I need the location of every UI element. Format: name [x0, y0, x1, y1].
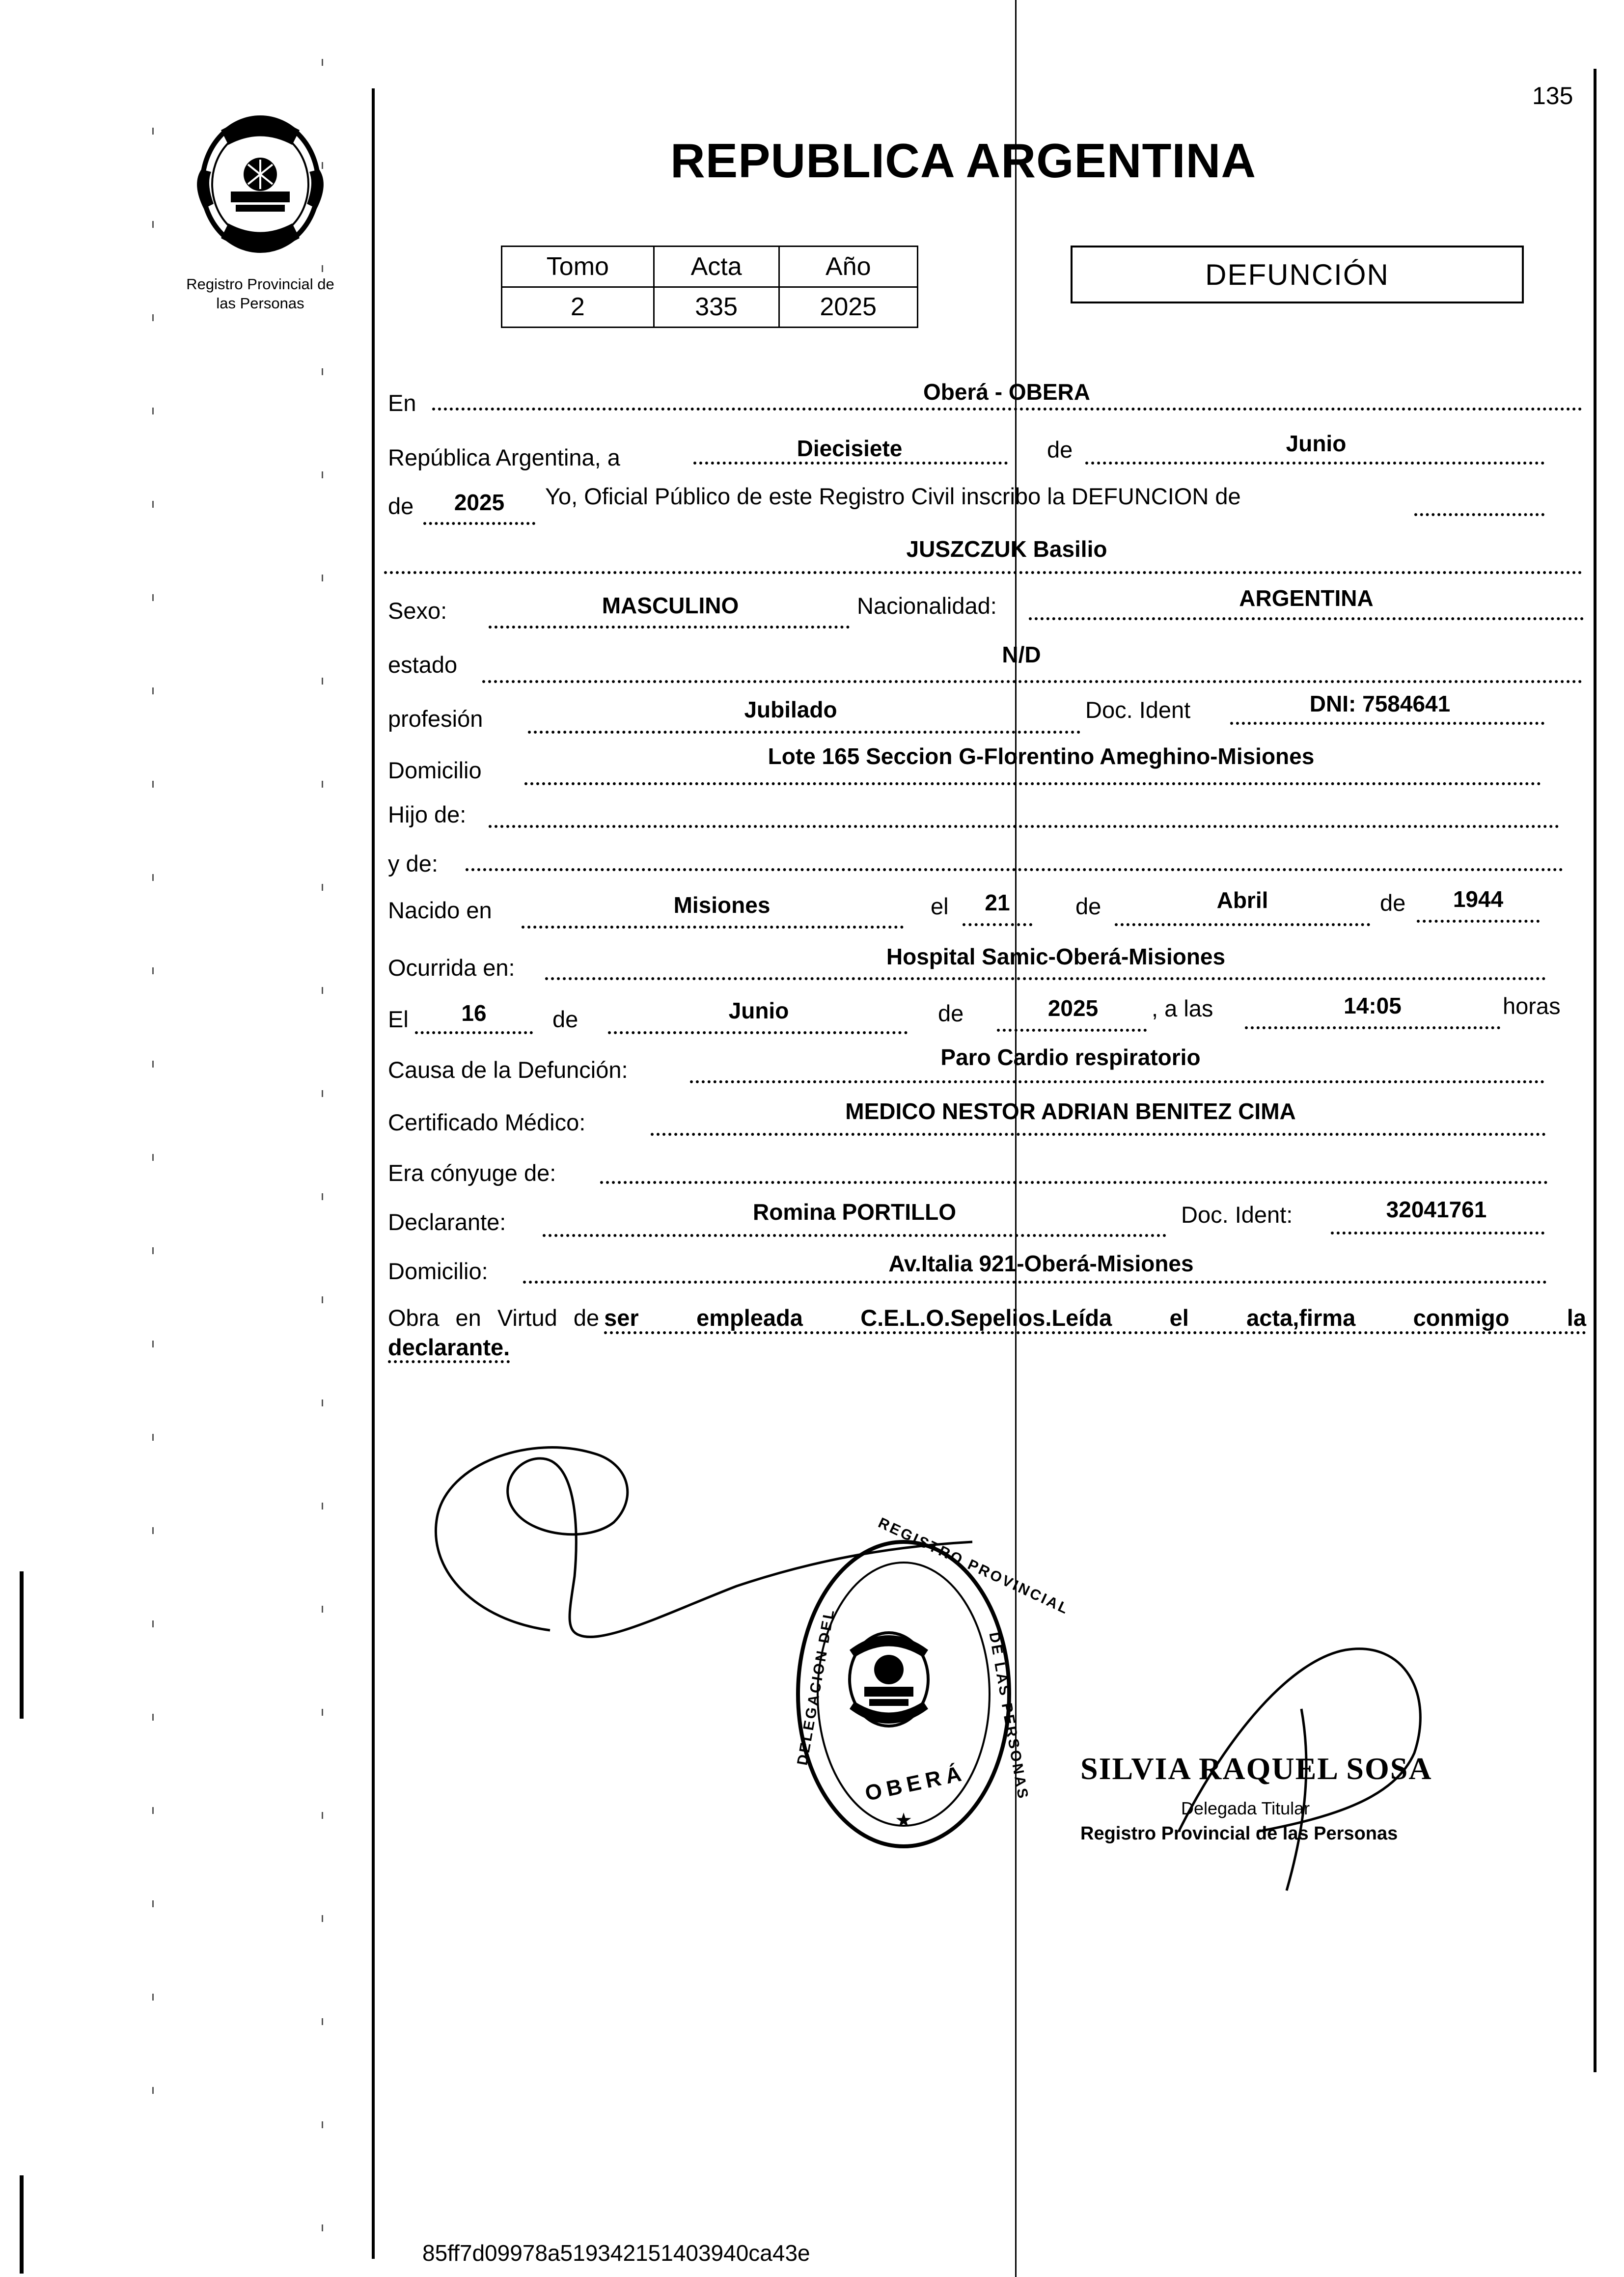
estado-dots: [482, 680, 1582, 683]
stamp-ring-top: REGISTRO PROVINCIAL: [876, 1514, 1073, 1618]
margin-tick: [152, 1341, 154, 1347]
province-seal: [187, 110, 334, 258]
domicilio-dots: [524, 782, 1541, 785]
margin-tick: [322, 2121, 323, 2128]
fall-dia-value: 16: [461, 1000, 487, 1026]
certificado-label: Certificado Médico:: [388, 1109, 586, 1135]
signatory-name: SILVIA RAQUEL SOSA: [1080, 1751, 1432, 1786]
main-title: REPUBLICA ARGENTINA: [670, 134, 1257, 188]
estado-value: N/D: [1002, 642, 1041, 667]
margin-tick: [152, 1620, 154, 1627]
nacido-en-dots: [522, 926, 904, 929]
nac-anio-value: 1944: [1453, 886, 1504, 912]
fall-anio-dots: [997, 1029, 1147, 1032]
estado-label: estado: [388, 652, 458, 678]
tomo-header: Tomo: [502, 247, 654, 287]
horas-label: horas: [1503, 993, 1561, 1019]
anio-value: 2025: [779, 287, 917, 328]
nacido-en-value: Misiones: [673, 892, 771, 918]
delegation-stamp: [791, 1514, 1073, 1856]
doc-ident-value: DNI: 7584641: [1309, 691, 1451, 716]
margin-tick: [322, 678, 323, 685]
conyuge-dots: [600, 1181, 1548, 1184]
margin-tick: [322, 1399, 323, 1406]
acta-header: Acta: [654, 247, 779, 287]
margin-tick: [322, 59, 323, 66]
certificado-dots: [651, 1133, 1546, 1136]
margin-tick: [322, 1812, 323, 1819]
mes-dots: [1085, 462, 1544, 465]
margin-tick: [322, 1193, 323, 1200]
anio-header: Año: [779, 247, 917, 287]
domicilio-label: Domicilio: [388, 757, 482, 783]
nac-dia-value: 21: [985, 890, 1010, 915]
margin-tick: [322, 265, 323, 272]
obra-label: Obra en Virtud de: [388, 1305, 600, 1331]
nombre-value: JUSZCZUK Basilio: [906, 536, 1107, 562]
page-number: 135: [1532, 82, 1573, 110]
domicilio-value: Lote 165 Seccion G-Florentino Ameghino-Misiones: [768, 743, 1315, 769]
nacionalidad-label: Nacionalidad:: [857, 593, 997, 619]
fall-mes-value: Junio: [728, 998, 789, 1023]
margin-tick: [152, 221, 154, 228]
el-label: el: [931, 893, 949, 919]
margin-tick: [152, 314, 154, 321]
obra-paragraph: [388, 1305, 1586, 1361]
y-de-label: y de:: [388, 850, 438, 877]
delegation-stamp-icon: [791, 1532, 1017, 1856]
hijo-de-dots: [489, 825, 1559, 828]
declarante-domicilio-dots: [523, 1281, 1547, 1284]
a-las-label: , a las: [1152, 995, 1213, 1021]
declarante-value: Romina PORTILLO: [753, 1199, 956, 1225]
margin-tick: [152, 1434, 154, 1441]
margin-tick: [322, 2018, 323, 2025]
el2-label: El: [388, 1006, 409, 1032]
margin-tick: [152, 128, 154, 135]
center-fold-line: [1015, 0, 1017, 2277]
act-type-box: DEFUNCIÓN: [1071, 246, 1524, 303]
profesion-value: Jubilado: [744, 697, 837, 722]
nac-dia-dots: [963, 923, 1032, 926]
margin-tick: [322, 575, 323, 581]
de2-label: de: [388, 493, 414, 519]
fall-anio-value: 2025: [1047, 995, 1099, 1021]
margin-tick: [322, 1915, 323, 1922]
margin-tick: [322, 2224, 323, 2231]
declarante-doc-value: 32041761: [1386, 1197, 1487, 1222]
margin-tick: [152, 2087, 154, 2094]
margin-tick: [322, 1709, 323, 1716]
causa-value: Paro Cardio respiratorio: [940, 1044, 1201, 1070]
dia-texto-value: Diecisiete: [797, 436, 903, 461]
reference-table: [501, 246, 918, 328]
sexo-dots: [489, 626, 850, 629]
ocurrida-value: Hospital Samic-Oberá-Misiones: [886, 944, 1226, 969]
province-seal-icon: [187, 110, 334, 258]
nac-mes-value: Abril: [1216, 887, 1268, 913]
registry-caption-line1: Registro Provincial de: [186, 275, 334, 293]
dia-dots: [693, 462, 1008, 465]
acta-value: 335: [654, 287, 779, 328]
inscribo-dots: [1414, 513, 1544, 516]
ocurrida-label: Ocurrida en:: [388, 955, 515, 981]
margin-tick: [322, 884, 323, 891]
margin-tick: [322, 471, 323, 478]
declarante-label: Declarante:: [388, 1209, 506, 1235]
anio-dots: [423, 522, 535, 525]
conyuge-label: Era cónyuge de:: [388, 1160, 556, 1186]
margin-tick: [152, 1714, 154, 1721]
margin-tick: [152, 781, 154, 788]
signatory-institution: Registro Provincial de las Personas: [1080, 1823, 1398, 1844]
nacionalidad-value: ARGENTINA: [1239, 585, 1374, 611]
signatory-role: Delegada Titular: [1181, 1798, 1310, 1818]
de3-label: de: [1075, 893, 1101, 919]
margin-tick: [322, 781, 323, 788]
margin-tick: [152, 687, 154, 694]
anio-value: 2025: [454, 490, 505, 515]
lugar-value: Oberá - OBERA: [923, 379, 1090, 405]
svg-text:★: ★: [895, 1809, 912, 1832]
causa-dots: [690, 1080, 1544, 1083]
de5-label: de: [552, 1006, 578, 1032]
margin-tick: [152, 874, 154, 881]
doc-ident-dots: [1230, 722, 1544, 725]
margin-tick: [152, 967, 154, 974]
obra-text-line2: declarante.: [388, 1334, 510, 1363]
lugar-dots: [432, 408, 1582, 411]
nac-anio-dots: [1417, 920, 1540, 923]
stamp-city: OBERÁ: [863, 1760, 968, 1806]
mes-value: Junio: [1286, 431, 1347, 456]
hora-dots: [1245, 1026, 1500, 1029]
stamp-ring-right: DE LAS PERSONAS: [986, 1631, 1032, 1802]
margin-tick: [152, 1994, 154, 2001]
margin-tick: [152, 1527, 154, 1534]
profesion-label: profesión: [388, 706, 483, 732]
left-edge-mark: [20, 1571, 24, 1719]
margin-tick: [152, 408, 154, 414]
hora-value: 14:05: [1344, 993, 1402, 1018]
doc-ident2-label: Doc. Ident:: [1181, 1202, 1293, 1228]
right-margin-line: [1594, 69, 1596, 2072]
margin-tick: [152, 1900, 154, 1907]
declarante-dots: [543, 1234, 1166, 1237]
nacido-en-label: Nacido en: [388, 897, 492, 923]
inscribo-text: Yo, Oficial Público de este Registro Civil inscribo la DEFUNCION de: [545, 483, 1241, 509]
obra-text-line1: ser empleada C.E.L.O.Sepelios.Leída el acta,firma conmigo la: [604, 1305, 1586, 1334]
y-de-dots: [466, 868, 1563, 871]
fall-dia-dots: [415, 1031, 533, 1034]
margin-tick: [152, 1061, 154, 1068]
margin-tick: [322, 1606, 323, 1613]
fall-mes-dots: [608, 1031, 908, 1034]
ocurrida-dots: [545, 977, 1546, 980]
doc-ident-label: Doc. Ident: [1085, 697, 1191, 723]
margin-tick: [322, 368, 323, 375]
causa-label: Causa de la Defunción:: [388, 1057, 628, 1083]
domicilio2-label: Domicilio:: [388, 1258, 488, 1284]
margin-tick: [322, 1090, 323, 1097]
de4-label: de: [1380, 890, 1406, 916]
nacionalidad-dots: [1029, 617, 1584, 620]
declarante-doc-dots: [1331, 1232, 1544, 1235]
registry-caption-line2: las Personas: [216, 294, 304, 312]
de6-label: de: [938, 1000, 964, 1026]
nombre-dots: [384, 571, 1582, 574]
tomo-value: 2: [502, 287, 654, 328]
left-edge-mark: [20, 2175, 24, 2274]
nac-mes-dots: [1115, 923, 1370, 926]
de-label: de: [1047, 437, 1073, 463]
margin-tick: [152, 594, 154, 601]
registry-caption: [152, 275, 368, 313]
margin-tick: [322, 1503, 323, 1509]
margin-tick: [322, 987, 323, 994]
document-hash: 85ff7d09978a519342151403940ca43e: [422, 2240, 810, 2266]
margin-tick: [152, 1807, 154, 1814]
republica-label: República Argentina, a: [388, 444, 620, 470]
hijo-de-label: Hijo de:: [388, 801, 467, 827]
en-label: En: [388, 390, 416, 416]
margin-tick: [152, 1154, 154, 1161]
profesion-dots: [528, 731, 1080, 734]
stamp-ring-left: DELEGACION DEL: [794, 1607, 838, 1767]
sexo-value: MASCULINO: [602, 593, 739, 618]
sexo-label: Sexo:: [388, 598, 447, 624]
margin-tick: [152, 501, 154, 508]
declarante-domicilio-value: Av.Italia 921-Oberá-Misiones: [888, 1251, 1194, 1276]
left-margin-line: [372, 88, 375, 2259]
margin-tick: [322, 1296, 323, 1303]
margin-tick: [152, 1247, 154, 1254]
certificado-value: MEDICO NESTOR ADRIAN BENITEZ CIMA: [845, 1098, 1296, 1124]
